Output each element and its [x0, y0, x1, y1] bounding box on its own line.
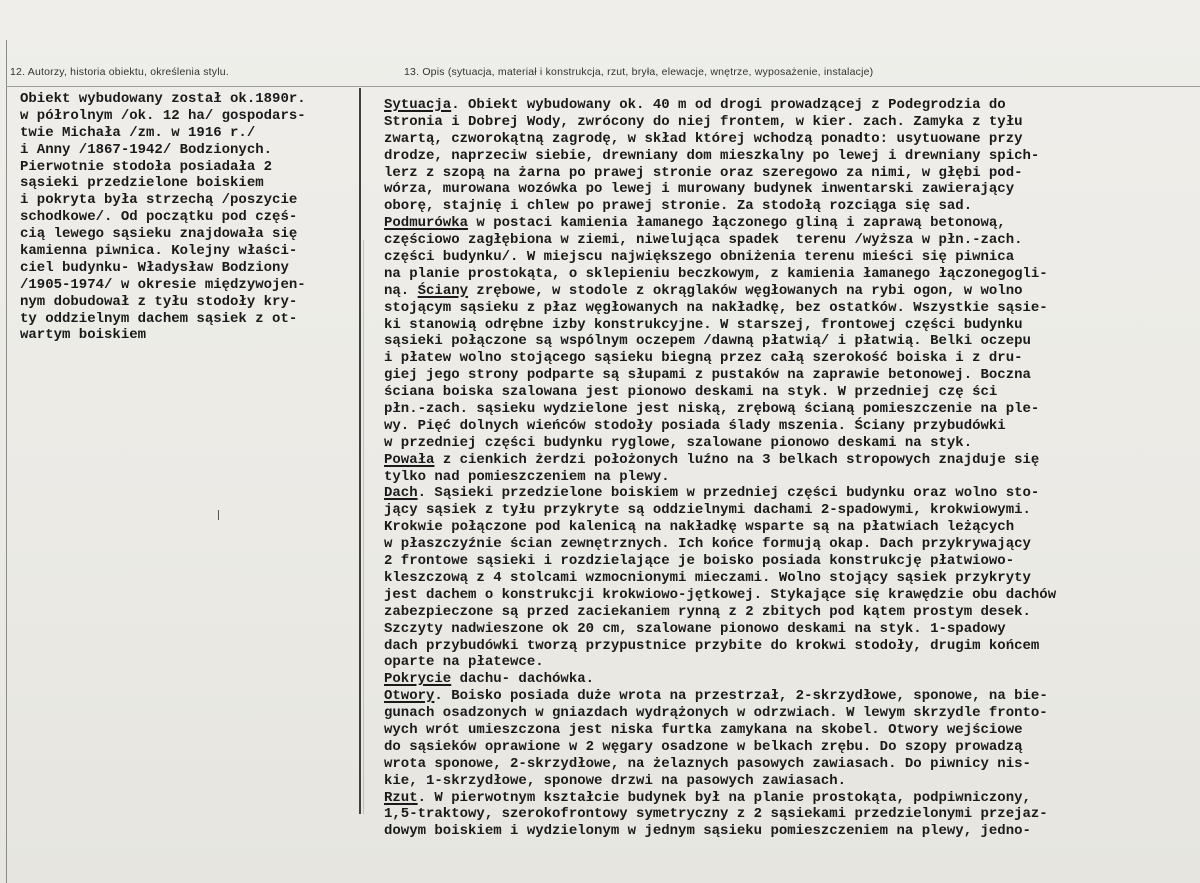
- section-keyword: Otwory: [384, 688, 435, 705]
- description-text-line: [384, 739, 1056, 756]
- history-text-line: cią lewego sąsieku znajdowała się: [20, 226, 298, 243]
- line-text: . W pierwotnym kształcie budynek był na planie prostokąta, podpiwniczony,: [417, 789, 1031, 806]
- description-text-line: [384, 604, 1056, 621]
- line-text: sąsieki połączone są wspólnym oczepem /dawną płatwią/ i płatwią. Belki oczepu: [384, 333, 1031, 350]
- section-keyword: Pokrycie: [384, 671, 452, 688]
- line-text: ki stanowią odrębne izby konstrukcyjne. W starszej, frontowej części budynku: [384, 316, 1023, 333]
- section-keyword: Rzut: [384, 789, 418, 806]
- section-keyword: Dach: [384, 485, 418, 502]
- line-text: w płaszczyźnie ścian zewnętrznych. Ich końce formują okap. Dach przykrywający: [384, 536, 1031, 553]
- description-text-line: [384, 671, 1056, 688]
- section-13-header: 13. Opis (sytuacja, materiał i konstrukcja, rzut, bryła, elewacje, wnętrze, wyposażenie, instalacje): [404, 66, 874, 78]
- line-text: . Boisko posiada duże wrota na przestrzał, 2-skrzydłowe, sponowe, na bie-: [434, 688, 1048, 705]
- description-text-line: [384, 384, 1056, 401]
- description-text-line: [384, 148, 1056, 165]
- description-text-line: [384, 300, 1056, 317]
- line-text: zabezpieczone są przed zaciekaniem rynną z 2 zbitych pod kątem prostym desek.: [384, 603, 1031, 620]
- line-text: tylko nad pomieszczeniem na plewy.: [384, 468, 670, 485]
- description-text-line: [384, 806, 1056, 823]
- line-text: dachu- dachówka.: [451, 671, 595, 688]
- line-text: części budynku/. W miejscu największego obniżenia terenu mieści się piwnica: [384, 249, 1015, 266]
- description-text-line: [384, 469, 1056, 486]
- description-text-line: [384, 283, 1056, 300]
- description-text-line: [384, 367, 1056, 384]
- description-text-line: [384, 232, 1056, 249]
- section-keyword: Ściany: [417, 282, 469, 299]
- description-text-line: [384, 722, 1056, 739]
- description-text-line: [384, 654, 1056, 671]
- line-text: stojącym sąsieku z płaz węgłowanych na nakładkę, bez ostatków. Wszystkie sąsie-: [384, 299, 1048, 316]
- description-text-line: [384, 638, 1056, 655]
- description-text-line: [384, 773, 1056, 790]
- history-text-line: Obiekt wybudowany został ok.1890r.: [20, 91, 306, 107]
- line-text: płn.-zach. sąsieku wydzielone jest niską, zrębową ścianą pomieszczenie na ple-: [384, 401, 1040, 418]
- line-text: z cienkich żerdzi położonych luźno na 3 belkach stropowych znajduje się: [434, 451, 1040, 468]
- description-text-line: [384, 553, 1056, 570]
- section-keyword: Podmurówka: [384, 215, 469, 232]
- description-text-line: [384, 485, 1056, 502]
- line-text: oborę, stajnię i chlew po prawej stronie. Za stodołą rozciąga się sad.: [384, 198, 973, 215]
- history-text-line: i pokryta była strzechą /poszycie: [20, 192, 298, 209]
- line-text: jest dachem o konstrukcji krokwiowo-jętkowej. Stykające się krawędzie obu dachów: [384, 586, 1057, 603]
- description-text-line: [384, 198, 1056, 215]
- line-text: Krokwie połączone pod kalenicą na nakładkę wsparte są na płatwiach leżących: [384, 519, 1015, 536]
- description-text-line: [384, 249, 1056, 266]
- line-text: drodze, naprzeciw siebie, drewniany dom mieszkalny po lewej i drewniany spich-: [384, 147, 1040, 164]
- description-text-line: [384, 114, 1056, 131]
- line-text: oparte na płatewce.: [384, 654, 544, 671]
- line-text: . Sąsieki przedzielone boiskiem w przedniej części budynku oraz wolno sto-: [417, 485, 1040, 502]
- line-text: dach przybudówki tworzą przypustnice przybite do krokwi stodoły, drugim końcem: [384, 637, 1040, 654]
- description-text-line: [384, 452, 1056, 469]
- section-12-header: 12. Autorzy, historia obiektu, określenia stylu.: [10, 66, 229, 78]
- column-divider: [359, 88, 361, 814]
- description-text-line: [384, 705, 1056, 722]
- history-text-line: ciel budynku- Władysław Bodziony: [20, 259, 289, 276]
- description-text-line: [384, 266, 1056, 283]
- section-keyword: Powała: [384, 451, 435, 468]
- line-text: Szczyty nadwieszone ok 20 cm, szalowane pionowo deskami na styk. 1-spadowy: [384, 620, 1006, 637]
- description-text-line: [384, 97, 1056, 114]
- line-text: częściowo zagłębiona w ziemi, niwelująca spadek terenu /wyższa w płn.-zach.: [384, 232, 1023, 249]
- page-frame-line: [6, 40, 7, 883]
- history-text-column: [20, 91, 306, 344]
- description-text-line: [384, 181, 1056, 198]
- line-text: w postaci kamienia łamanego łączonego gliną i zaprawą betonową,: [468, 215, 1006, 232]
- history-text-line: wartym boiskiem: [20, 327, 147, 344]
- line-text: wrota sponowe, 2-skrzydłowe, na żelaznych pasowych zawiasach. Do piwnicy nis-: [384, 755, 1031, 772]
- description-text-line: [384, 688, 1056, 705]
- history-text-line: i Anny /1867-1942/ Bodzionych.: [20, 141, 273, 158]
- line-text: lerz z szopą na żarna po prawej stronie oraz szeregowo za nimi, w głębi pod-: [384, 164, 1023, 181]
- history-text-line: schodkowe/. Od początku pod częś-: [20, 209, 298, 226]
- line-text: Stronia i Dobrej Wody, zwrócony do niej frontem, w kier. zach. Zamyka z tyłu: [384, 113, 1023, 130]
- description-text-line: [384, 131, 1056, 148]
- description-text-line: [384, 165, 1056, 182]
- line-text: w przedniej części budynku ryglowe, szalowane pionowo deskami na styk.: [384, 434, 973, 451]
- line-text: wy. Pięć dolnych wieńców stodoły posiada ślady mszenia. Ściany przybudówki: [384, 417, 1006, 434]
- description-text-line: [384, 317, 1056, 334]
- header-rule: [6, 86, 1200, 87]
- history-text-line: ty oddzielnym dachem sąsiek z ot-: [20, 310, 298, 327]
- column-divider-faint: [363, 240, 364, 814]
- line-text: . Obiekt wybudowany ok. 40 m od drogi prowadzącej z Podegrodzia do: [451, 97, 1006, 113]
- description-text-line: [384, 401, 1056, 418]
- description-text-line: [384, 756, 1056, 773]
- history-text-line: nym dobudował z tyłu stodoły kry-: [20, 293, 298, 310]
- line-text: i płatew wolno stojącego sąsieku biegną przez całą szerokość boiska i z dru-: [384, 350, 1023, 367]
- line-text: dowym boiskiem i wydzielonym w jednym sąsieku pomieszczeniem na plewy, jedno-: [384, 823, 1031, 840]
- description-text-line: [384, 587, 1056, 604]
- line-text: giej jego strony podparte są słupami z pustaków na zaprawie betonowej. Boczna: [384, 367, 1031, 384]
- description-text-line: [384, 570, 1056, 587]
- line-text: do sąsieków oprawione w 2 węgary osadzone w belkach zrębu. Do szopy prowadzą: [384, 738, 1023, 755]
- stray-typewriter-mark: [218, 510, 219, 520]
- description-text-line: [384, 519, 1056, 536]
- description-text-line: [384, 823, 1056, 840]
- history-text-line: kamienna piwnica. Kolejny właści-: [20, 243, 298, 260]
- line-text: zrębowe, w stodole z okrąglaków węgłowanych na rybi ogon, w wolno: [468, 282, 1023, 299]
- description-text-line: [384, 333, 1056, 350]
- line-text: wych wrót umieszczona jest niska furtka zamykana na skobel. Otwory wejściowe: [384, 721, 1023, 738]
- history-text-line: w półrolnym /ok. 12 ha/ gospodars-: [20, 107, 306, 124]
- line-text: jący sąsiek z tyłu przykryte są oddzielnymi dachami 2-spadowymi, krokwiowymi.: [384, 502, 1031, 519]
- description-text-line: [384, 790, 1056, 807]
- line-text: gunach osadzonych w gniazdach wydrążonych w odrzwiach. W lewym skrzydle fronto-: [384, 705, 1048, 722]
- history-text-line: Pierwotnie stodoła posiadała 2: [20, 158, 273, 175]
- line-text: 2 frontowe sąsieki i rozdzielające je boisko posiada konstrukcję płatwiowo-: [384, 553, 1015, 570]
- line-text: kleszczową z 4 stolcami wzmocnionymi mieczami. Wolno stojący sąsiek przykryty: [384, 569, 1031, 586]
- description-text-column: [384, 97, 1056, 840]
- history-text-line: sąsieki przedzielone boiskiem: [20, 175, 264, 192]
- line-prefix: ną.: [384, 282, 418, 299]
- line-text: ściana boiska szalowana jest pionowo deskami na styk. W przedniej czę ści: [384, 384, 998, 401]
- history-text-line: twie Michała /zm. w 1916 r./: [20, 124, 256, 141]
- description-text-line: [384, 502, 1056, 519]
- line-text: 1,5-traktowy, szerokofrontowy symetryczny z 2 sąsiekami przedzielonymi przejaz-: [384, 806, 1048, 823]
- line-text: zwartą, czworokątną zagrodę, w skład której wchodzą ponadto: usytuowane przy: [384, 130, 1023, 147]
- section-keyword: Sytuacja: [384, 97, 452, 113]
- line-text: kie, 1-skrzydłowe, sponowe drzwi na pasowych zawiasach.: [384, 772, 847, 789]
- line-text: na planie prostokąta, o sklepieniu beczkowym, z kamienia łamanego łączonegogli-: [384, 265, 1048, 282]
- history-text-line: /1905-1974/ w okresie międzywojen-: [20, 276, 306, 293]
- description-text-line: [384, 621, 1056, 638]
- description-text-line: [384, 350, 1056, 367]
- description-text-line: [384, 418, 1056, 435]
- description-text-line: [384, 435, 1056, 452]
- description-text-line: [384, 536, 1056, 553]
- description-text-line: [384, 215, 1056, 232]
- line-text: wórza, murowana wozówka po lewej i murowany budynek inwentarski zawierający: [384, 181, 1015, 198]
